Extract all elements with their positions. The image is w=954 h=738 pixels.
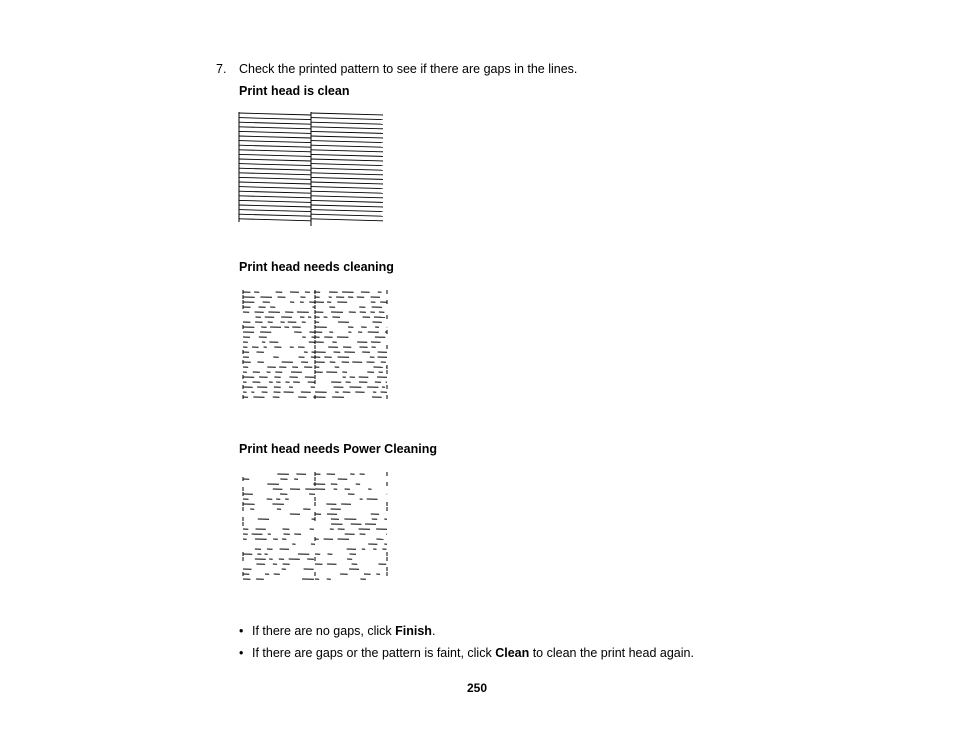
pattern-line	[311, 205, 383, 207]
pattern-line	[311, 177, 383, 179]
pattern-line	[239, 131, 311, 133]
pattern-line	[239, 187, 311, 189]
pattern-line	[311, 210, 383, 212]
step-text: Check the printed pattern to see if there are gaps in the lines.	[239, 62, 578, 76]
pattern-line	[239, 136, 311, 138]
pattern-line	[239, 122, 311, 124]
page-number: 250	[466, 681, 488, 695]
pattern-line	[239, 141, 311, 143]
pattern-line	[311, 127, 383, 129]
pattern-line	[311, 168, 383, 170]
heading-needs-cleaning: Print head needs cleaning	[239, 260, 394, 274]
clean-label: Clean	[495, 646, 530, 660]
pattern-line	[311, 154, 383, 156]
pattern-line	[239, 196, 311, 198]
pattern-line	[311, 191, 383, 193]
pattern-line	[239, 177, 311, 179]
pattern-line	[239, 219, 311, 221]
pattern-line	[239, 145, 311, 147]
pattern-line	[239, 191, 311, 193]
pattern-line	[239, 200, 311, 202]
nozzle-pattern-clean	[237, 110, 387, 230]
pattern-line	[239, 154, 311, 156]
pattern-line	[311, 196, 383, 198]
pattern-line	[239, 113, 311, 115]
bullet-marker: •	[239, 646, 244, 660]
finish-label: Finish	[395, 624, 432, 638]
pattern-line	[311, 182, 383, 184]
nozzle-pattern-needs-power-cleaning	[237, 470, 392, 590]
pattern-line	[311, 173, 383, 175]
bullet-gaps: • If there are gaps or the pattern is faint, click Clean to clean the print head again.	[239, 646, 694, 660]
step-7	[216, 61, 577, 77]
pattern-line	[311, 113, 383, 115]
pattern-line	[239, 182, 311, 184]
pattern-line	[311, 150, 383, 152]
pattern-line	[239, 210, 311, 212]
pattern-line	[311, 164, 383, 166]
heading-clean: Print head is clean	[239, 84, 350, 98]
pattern-line	[311, 131, 383, 133]
pattern-line	[311, 145, 383, 147]
pattern-line	[239, 159, 311, 161]
pattern-line	[311, 200, 383, 202]
heading-needs-power-cleaning: Print head needs Power Cleaning	[239, 442, 437, 456]
pattern-line	[311, 118, 383, 120]
pattern-line	[239, 164, 311, 166]
pattern-line	[311, 141, 383, 143]
bullet-no-gaps: • If there are no gaps, click Finish.	[239, 624, 436, 638]
result-options	[239, 623, 694, 667]
pattern-line	[239, 118, 311, 120]
pattern-line	[311, 136, 383, 138]
pattern-line	[239, 214, 311, 216]
nozzle-pattern-needs-cleaning	[237, 288, 392, 408]
pattern-line	[311, 219, 383, 221]
pattern-line	[311, 159, 383, 161]
pattern-line	[239, 205, 311, 207]
pattern-line	[239, 168, 311, 170]
pattern-line	[239, 127, 311, 129]
step-number: 7.	[216, 62, 227, 76]
pattern-line	[311, 122, 383, 124]
bullet-marker: •	[239, 624, 244, 638]
pattern-line	[311, 187, 383, 189]
pattern-line	[239, 173, 311, 175]
pattern-line	[239, 150, 311, 152]
pattern-line	[311, 214, 383, 216]
